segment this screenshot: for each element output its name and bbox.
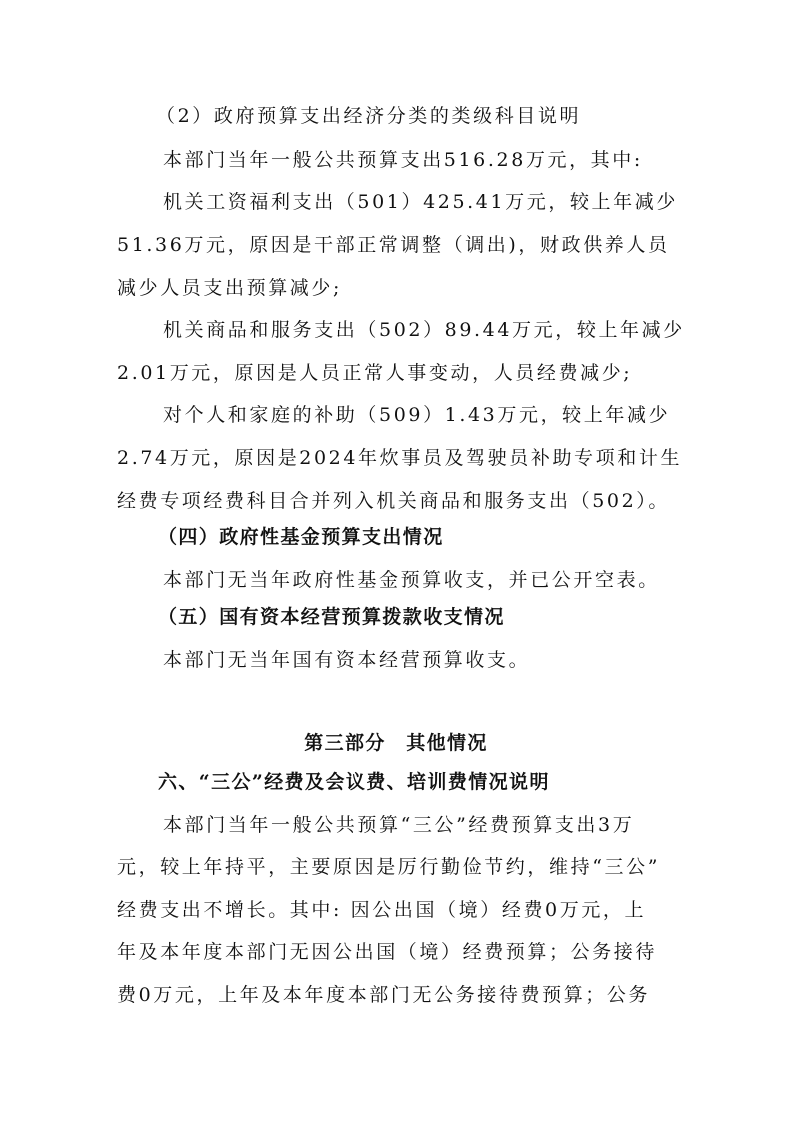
paragraph-line: 经费专项经费科目合并列入机关商品和服务支出（502）。 [117,490,670,512]
paragraph-line: 本部门当年一般公共预算“三公”经费预算支出3万 [163,814,635,836]
paragraph-line: 对个人和家庭的补助（509）1.43万元，较上年减少 [163,404,671,426]
subsection-heading-economic-classification: （2）政府预算支出经济分类的类级科目说明 [156,105,582,127]
section-heading-government-fund: （四）政府性基金预算支出情况 [158,526,444,548]
paragraph-line: 机关商品和服务支出（502）89.44万元，较上年减少 [163,319,685,341]
section-heading-state-capital: （五）国有资本经营预算拨款收支情况 [158,606,505,628]
paragraph-line: 年及本年度本部门无因公出国（境）经费预算；公务接待 [117,941,658,963]
paragraph-line: 2.01万元，原因是人员正常人事变动，人员经费减少; [117,362,633,384]
paragraph-line: 机关工资福利支出（501）425.41万元，较上年减少 [163,191,678,213]
paragraph-line: 减少人员支出预算减少; [117,277,343,299]
paragraph-line: 本部门无当年国有资本经营预算收支。 [163,649,531,671]
paragraph-line: 费0万元，上年及本年度本部门无公务接待费预算；公务 [117,984,651,1006]
paragraph-line: 2.74万元，原因是2024年炊事员及驾驶员补助专项和计生 [117,447,683,469]
paragraph-line: 51.36万元，原因是干部正常调整（调出)，财政供养人员 [117,234,670,256]
section-heading-three-public-expenses: 六、“三公”经费及会议费、培训费情况说明 [158,771,550,793]
paragraph-line: 经费支出不增长。其中: 因公出国（境）经费0万元，上 [117,899,647,921]
paragraph-line: 本部门当年一般公共预算支出516.28万元，其中: [163,149,643,171]
paragraph-line: 本部门无当年政府性基金预算收支，并已公开空表。 [163,569,660,591]
paragraph-line: 元，较上年持平，主要原因是厉行勤俭节约，维持“三公” [117,856,661,878]
part-heading-other: 第三部分 其他情况 [304,732,488,754]
